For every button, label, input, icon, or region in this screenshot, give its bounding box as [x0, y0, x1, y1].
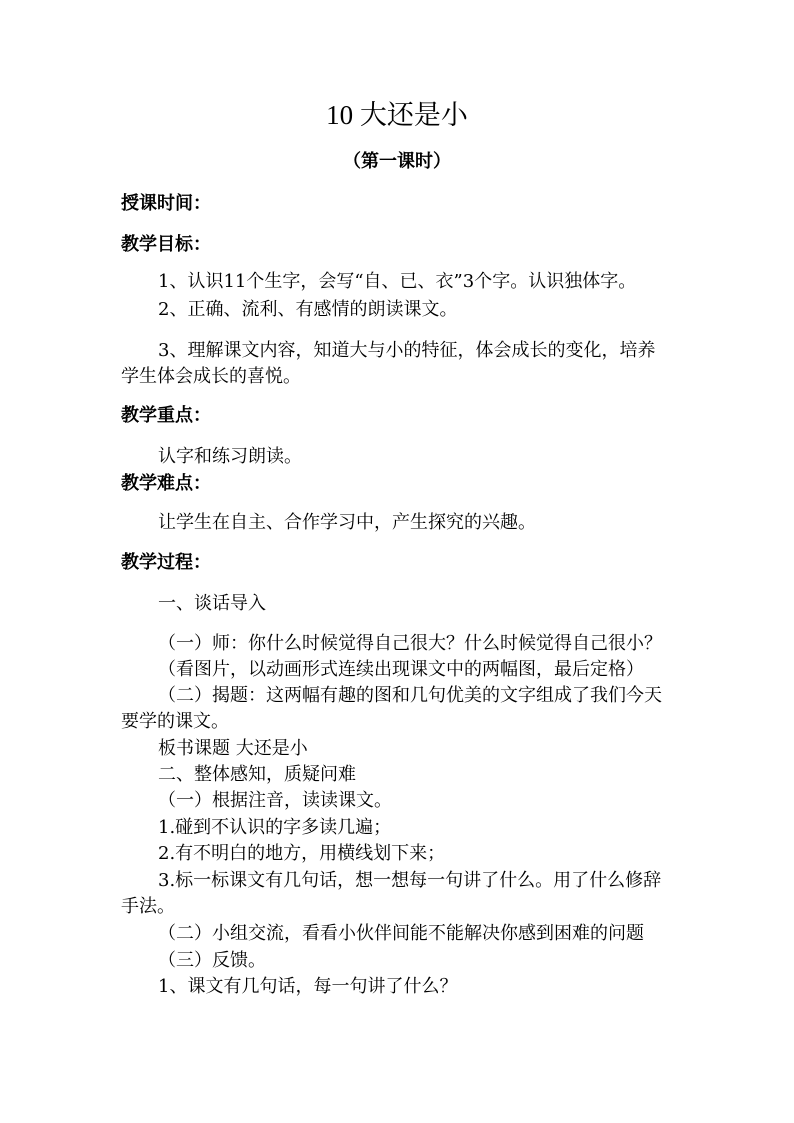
difficulties-text: 让学生在自主、合作学习中，产生探究的兴趣。 — [158, 512, 536, 533]
key-points-text: 认字和练习朗读。 — [158, 446, 302, 467]
difficulties-label: 教学难点： — [121, 473, 211, 494]
teaching-goals-label: 教学目标： — [121, 234, 211, 255]
process-line: （二）揭题：这两幅有趣的图和几句优美的文字组成了我们今天 — [158, 685, 662, 706]
key-points-label: 教学重点： — [121, 405, 211, 426]
process-line: 1.碰到不认识的字多读几遍； — [158, 817, 392, 838]
process-line: 板书课题 大还是小 — [158, 738, 308, 759]
process-line: 二、整体感知，质疑问难 — [158, 764, 356, 785]
goal-item-3-line-1: 3、理解课文内容，知道大与小的特征，体会成长的变化，培养 — [158, 340, 656, 361]
process-line: 1、课文有几句话，每一句讲了什么？ — [158, 976, 458, 997]
teaching-time-label: 授课时间： — [121, 193, 211, 214]
process-line: （看图片，以动画形式连续出现课文中的两幅图，最后定格） — [158, 659, 644, 680]
process-line: （二）小组交流，看看小伙伴间能不能解决你感到困难的问题 — [158, 923, 644, 944]
goal-item-1: 1、认识11个生字，会写“自、已、衣”3个字。认识独体字。 — [158, 271, 637, 292]
process-line: （一）根据注音，读读课文。 — [158, 790, 392, 811]
process-line: 2.有不明白的地方，用横线划下来； — [158, 843, 446, 864]
process-line: 手法。 — [121, 896, 175, 917]
lesson-subtitle: （第一课时） — [343, 151, 451, 172]
process-line: 要学的课文。 — [121, 711, 229, 732]
process-line: （三）反馈。 — [158, 950, 266, 971]
process-line: 一、谈话导入 — [158, 593, 266, 614]
process-line: 3.标一标课文有几句话，想一想每一句讲了什么。用了什么修辞 — [158, 870, 662, 891]
teaching-process-label: 教学过程： — [121, 552, 211, 573]
goal-item-3-line-2: 学生体会成长的喜悦。 — [121, 366, 301, 387]
process-line: （一）师：你什么时候觉得自己很大？什么时候觉得自己很小？ — [158, 633, 662, 654]
goal-item-2: 2、正确、流利、有感情的朗读课文。 — [158, 299, 458, 320]
page-title: 10 大还是小 — [326, 100, 468, 130]
